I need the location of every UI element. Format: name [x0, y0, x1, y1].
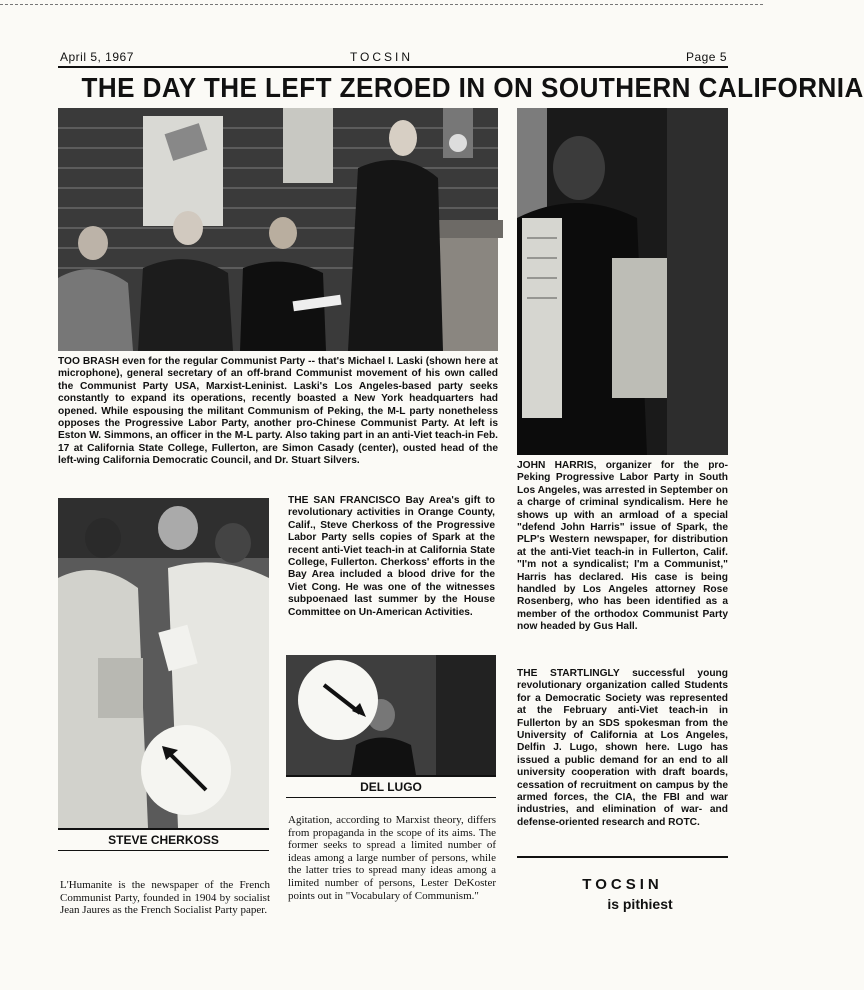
promo-tagline: is pithiest [607, 896, 673, 912]
header-rule [58, 66, 728, 68]
photo-john-harris [517, 108, 728, 455]
sds-bottom-rule [517, 856, 728, 858]
photo-laski-teach-in [58, 108, 498, 351]
caption-cherkoss: THE SAN FRANCISCO Bay Area's gift to revolutionary activities in Orange County, Calif., Steve Cherkoss of the Progressive Labor Party sells copies of Spark at the recent anti-Viet teach-in at California State College, Fullerton. Cherkoss' efforts in the Bay Area included a blood drive for the Viet Cong. He was one of the witnesses subpoenaed last summer by the House Committee on Un-American Activities. [288, 495, 495, 618]
caption-sds-lugo: THE STARTLINGLY successful young revolutionary organization called Students for a Democratic Society was represented at the February anti-Viet teach-in in Fullerton by an SDS spokesman from the University of California at Los Angeles, Delfin J. Lugo, shown here. Lugo has issued a public demand for an end to all university cooperation with draft boards, cessation of recruitment on campus by the armed forces, the CIA, the FBI and war industries, and elimination of war- and defense-oriented research and ROTC. [517, 668, 728, 828]
page-number: Page 5 [685, 50, 727, 64]
promo-tocsin: TOCSIN [582, 876, 663, 893]
caption-john-harris: JOHN HARRIS, organizer for the pro-Peking Progressive Labor Party in South Los Angeles, was arrested in September on a charge of criminal syndicalism. Here he shows up with an armload of a special "defend John Harris" issue of Spark, the PLP's Western newspaper, for distribution at the anti-Viet teach-in in Fullerton, Calif. "I'm not a syndicalist; I'm a Communist," Harris has declared. His case is being handled by Los Angeles attorney Rose Rosenberg, who has been identified as a member of the orthodox Communist Party now headed by Gus Hall. [517, 460, 728, 633]
name-label-cherkoss: STEVE CHERKOSS [58, 828, 269, 851]
photo-del-lugo [286, 655, 496, 775]
publication-name: TOCSIN [349, 50, 414, 64]
page-top-edge [0, 4, 763, 5]
photo-steve-cherkoss [58, 498, 269, 828]
issue-date: April 5, 1967 [60, 50, 134, 64]
name-label-lugo: DEL LUGO [286, 775, 496, 798]
caption-laski: TOO BRASH even for the regular Communist Party -- that's Michael I. Laski (shown here at microphone), general secretary of an off-brand Communist movement of his own called the Communist Party USA, Marxist-Leninist. Laski's Los Angeles-based party seeks constantly to expand its operations, recently boasted a New York headquarters had opened. While espousing the militant Communism of Peking, the M-L party nonetheless opposes the Progressive Labor Party, another pro-Chinese Communist Party. At left is Eston W. Simmons, an officer in the M-L party. Also taking part in an anti-Viet teach-in Feb. 17 at California State College, Fullerton, are Simon Casady (center), ousted head of the left-wing California Democratic Council, and Dr. Stuart Silvers. [58, 356, 498, 467]
filler-humanite: L'Humanite is the newspaper of the French Communist Party, founded in 1904 by socialist Jean Jaures as the French Socialist Party paper. [60, 879, 270, 917]
filler-agitation: Agitation, according to Marxist theory, differs from propaganda in the scope of its aims. The former seeks to spread a limited number of ideas among a large number of persons, while the latter tries to spread many ideas among a limited number of persons, Lester DeKoster points out in "Vocabulary of Communism." [288, 814, 496, 902]
headline: THE DAY THE LEFT ZEROED IN ON SOUTHERN CALIFORNIA [81, 72, 864, 103]
